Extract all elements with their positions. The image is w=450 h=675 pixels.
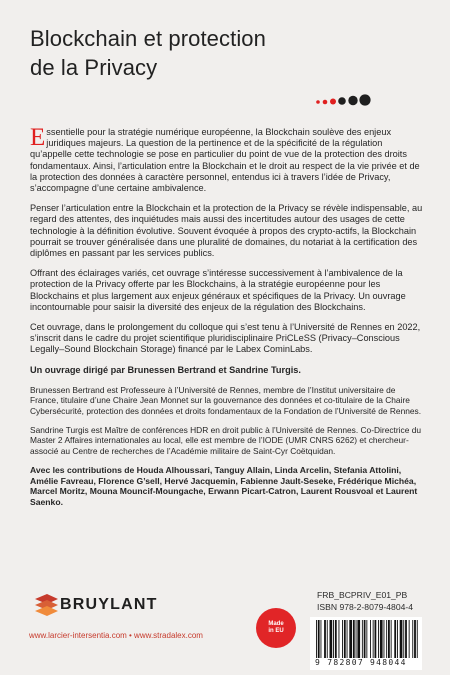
bio-turgis: Sandrine Turgis est Maître de conférences HDR en droit public à l’Université de Rennes. Co-Directrice du Master 2 Affaires internationales au local, elle est membre de l’IODE (UMR CNRS 6262) et chercheur-associé au Centre de recherches de l’Académie militaire de Saint-Cyr Coëtquidan. xyxy=(30,425,422,456)
barcode-bar xyxy=(412,620,413,658)
publisher-urls[interactable]: www.larcier-intersentia.com • www.stradalex.com xyxy=(29,631,203,640)
paragraph-3: Offrant des éclairages variés, cet ouvrage s’intéresse successivement à l’ambivalence de la protection de la Privacy offerte par les Blockchains, à la stratégie européenne pour les Blockchains et plus largement aux enjeux généraux et spécifiques de la Privacy. Un ouvrage incontournable pour saisir la diversité des enjeux de la régulation des Blockchains. xyxy=(30,268,406,312)
barcode-bar xyxy=(414,620,416,658)
barcode-bar xyxy=(316,620,317,658)
barcode-bar xyxy=(378,620,379,658)
barcode-bar xyxy=(349,620,352,658)
barcode-bar xyxy=(357,620,360,658)
paragraph-4: Cet ouvrage, dans le prolongement du colloque qui s’est tenu à l’Université de Rennes en 2022, s’inscrit dans le cadre du projet scientifique pluridisciplinaire PriCLeSS (Privacy–Conscious Legally–Sound Blockchain Storage) financé par le Labex CominLabs. xyxy=(30,322,421,355)
dot-5 xyxy=(348,96,357,105)
dot-3 xyxy=(330,99,336,105)
barcode-bar xyxy=(327,620,328,658)
barcode-bar xyxy=(417,620,418,658)
barcode-bar xyxy=(384,620,385,658)
title-line-2: de la Privacy xyxy=(30,55,158,80)
barcode-bar xyxy=(321,620,322,658)
barcode-bar xyxy=(405,620,407,658)
product-codes xyxy=(317,589,413,613)
barcode-bar xyxy=(333,620,334,658)
drop-cap: E xyxy=(30,124,46,151)
barcode-bar xyxy=(403,620,404,658)
dot-6 xyxy=(359,94,370,105)
barcode-bar xyxy=(353,620,355,658)
product-code: FRB_BCPRIV_E01_PB xyxy=(317,590,408,600)
barcode-bar xyxy=(375,620,377,658)
barcode-bar xyxy=(400,620,403,658)
barcode-bar xyxy=(362,620,363,658)
barcode-bar xyxy=(344,620,346,658)
barcode-bar xyxy=(388,620,390,658)
barcode-bar xyxy=(397,620,398,658)
barcode-bar xyxy=(318,620,320,658)
barcode-icon xyxy=(316,620,418,658)
made-in-eu-badge xyxy=(256,608,296,648)
barcode-bar xyxy=(373,620,374,658)
book-title xyxy=(30,24,266,82)
barcode-bar xyxy=(342,620,343,658)
barcode-bar xyxy=(330,620,333,658)
barcode-bar xyxy=(386,620,387,658)
barcode-bar xyxy=(394,620,396,658)
isbn: ISBN 978-2-8079-4804-4 xyxy=(317,602,414,612)
barcode-bar xyxy=(335,620,337,658)
decorative-dots-icon xyxy=(300,82,450,112)
dot-2 xyxy=(323,100,328,105)
barcode-bar xyxy=(339,620,340,658)
paragraph-1 xyxy=(30,124,425,194)
barcode-bar xyxy=(324,620,326,658)
contributors: Avec les contributions de Houda Alhoussari, Tanguy Allain, Linda Arcelin, Stefania Attolini, Amélie Favreau, Florence G’sell, Hervé Jacquemin, Fabienne Jault-Seseke, Frédérique Michéa, Marcel Moritz, Mouna Mouncif-Moungache, Erwann Picart-Catron, Laurent Rousvoal et Laurent Saenko. xyxy=(30,465,418,508)
back-cover-text xyxy=(30,124,425,517)
barcode-bar xyxy=(356,620,357,658)
paragraph-2: Penser l’articulation entre la Blockchain et la protection de la Privacy se révèle indispensable, au regard des attentes, des inquiétudes mais aussi des incertitudes autour des usages de cette technologie à la définition évolutive. Souvent évoquée à propos des crypto-actifs, la Blockchain pourrait se trouver généralisée dans une pluralité de domaines, du notariat à la certification des diplômes en passant par les services publics. xyxy=(30,203,423,259)
barcode-bar xyxy=(364,620,366,658)
barcode-number: 9 782807 948044 xyxy=(315,658,407,667)
barcode-bar xyxy=(391,620,392,658)
barcode-bar xyxy=(380,620,383,658)
barcode-bar xyxy=(370,620,371,658)
badge-line-2: in EU xyxy=(268,628,284,634)
barcode-bar xyxy=(409,620,410,658)
dot-4 xyxy=(338,97,346,105)
editors-line: Un ouvrage dirigé par Brunessen Bertrand et Sandrine Turgis. xyxy=(30,364,301,375)
title-line-1: Blockchain et protection xyxy=(30,26,266,51)
barcode-bar xyxy=(366,620,367,658)
badge-line-1: Made xyxy=(268,621,284,627)
paragraph-1-text: ssentielle pour la stratégie numérique européenne, la Blockchain soulève des enjeux juridiques majeurs. La question de la pertinence et de la spécificité de la régulation qu’appelle cette technologie se pose en particulier du point de vue de la protection des droits fondamentaux. Ainsi, l’articulation entre la Blockchain et le droit au respect de la vie privée et de la protection des données à caractère personnel, entendus ici à travers l’idée de Privacy, s’accompagne d’une certaine ambivalence. xyxy=(30,127,420,194)
publisher-name: BRUYLANT xyxy=(60,596,158,613)
bio-bertrand: Brunessen Bertrand est Professeure à l’Université de Rennes, membre de l’Institut universitaire de France, titulaire d’une Chaire Jean Monnet sur la gouvernance des données et co-titulaire de la Chaire Cybersécurité, protection des données et droits fondamentaux de la Fondation de l’Université de Rennes. xyxy=(30,384,422,416)
barcode-bar xyxy=(347,620,348,658)
dot-1 xyxy=(316,100,320,104)
